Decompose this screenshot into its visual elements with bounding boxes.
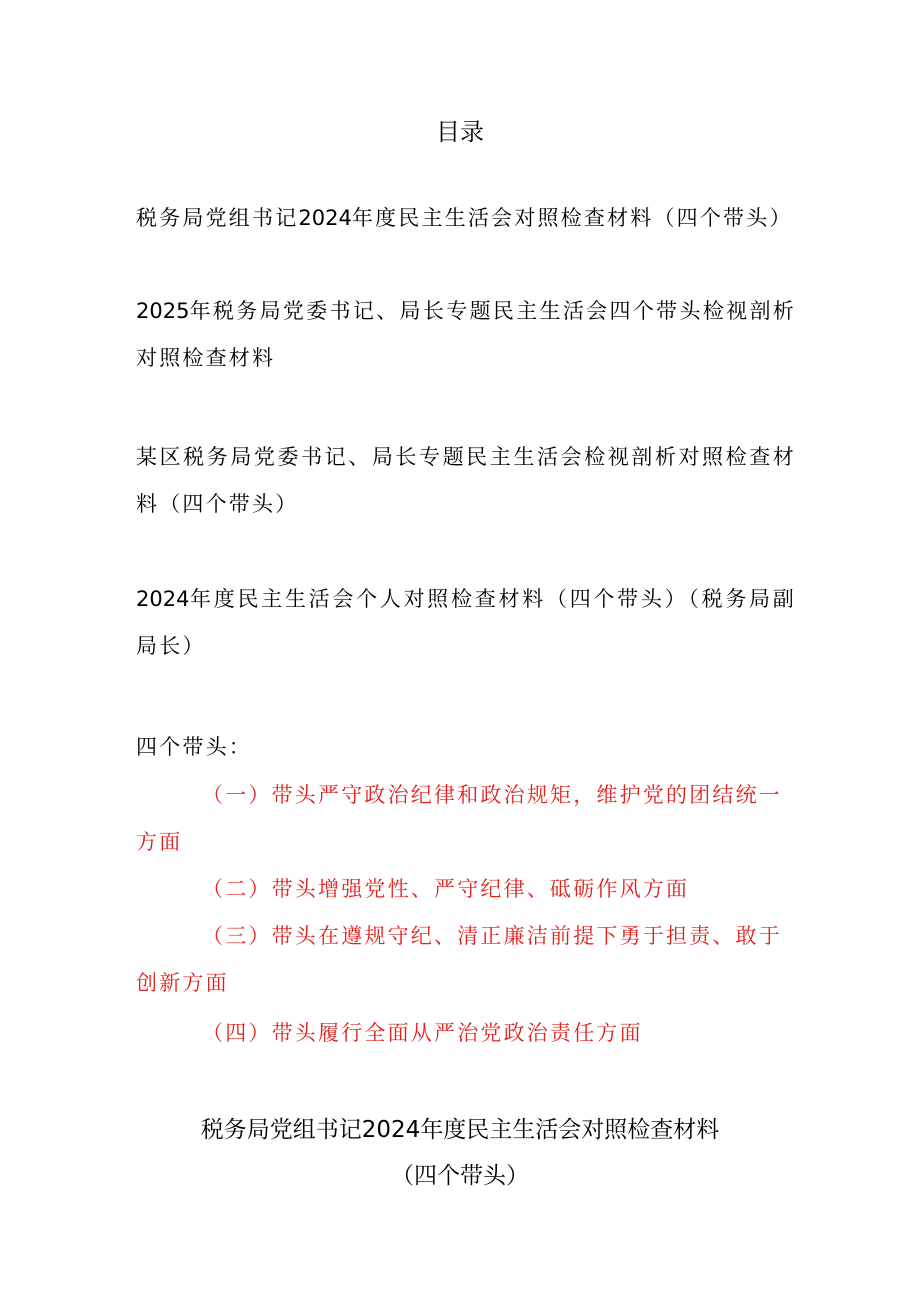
toc-entry-text: 年度民主生活会对照检查材料（四个带头）	[351, 206, 793, 230]
toc-entry-4[interactable]	[136, 576, 796, 670]
lead-item-2: （二）带头增强党性、严守纪律、砥砺作风方面	[202, 877, 690, 901]
lead-item-1: （一）带头严守政治纪律和政治规矩，维护党的团结统一方面	[136, 783, 782, 854]
lead-item-3: （三）带头在遵规守纪、清正廉洁前提下勇于担责、敢于创新方面	[136, 924, 782, 995]
toc-entry-year: 2024	[298, 206, 352, 230]
toc-entry-2[interactable]	[136, 288, 796, 382]
document-title-line-2: （四个带头）	[391, 1163, 529, 1189]
toc-entry-1[interactable]	[136, 195, 796, 242]
four-leads-label: 四个带头：	[136, 735, 252, 759]
toc-title: 目录	[436, 118, 484, 146]
toc-entry-year: 2025	[136, 299, 190, 323]
document-title-line-1: 税务局党组书记2024年度民主生活会对照检查材料	[200, 1117, 720, 1143]
toc-entry-text: 某区税务局党委书记、局长专题民主生活会检视剖析对照检查材料（四个带头）	[136, 445, 796, 516]
document-title	[0, 1107, 920, 1199]
toc-entry-text: 年税务局党委书记、局长专题民主生活会四个带头检视剖析对照检查材料	[136, 299, 796, 370]
lead-item-4: （四）带头履行全面从严治党政治责任方面	[202, 1021, 643, 1045]
toc-entry-text: 年度民主生活会个人对照检查材料（四个带头）（税务局副局长）	[136, 587, 796, 658]
toc-entry-text: 税务局党组书记	[136, 206, 299, 230]
toc-entry-year: 2024	[136, 587, 190, 611]
toc-entry-3[interactable]	[136, 434, 796, 528]
